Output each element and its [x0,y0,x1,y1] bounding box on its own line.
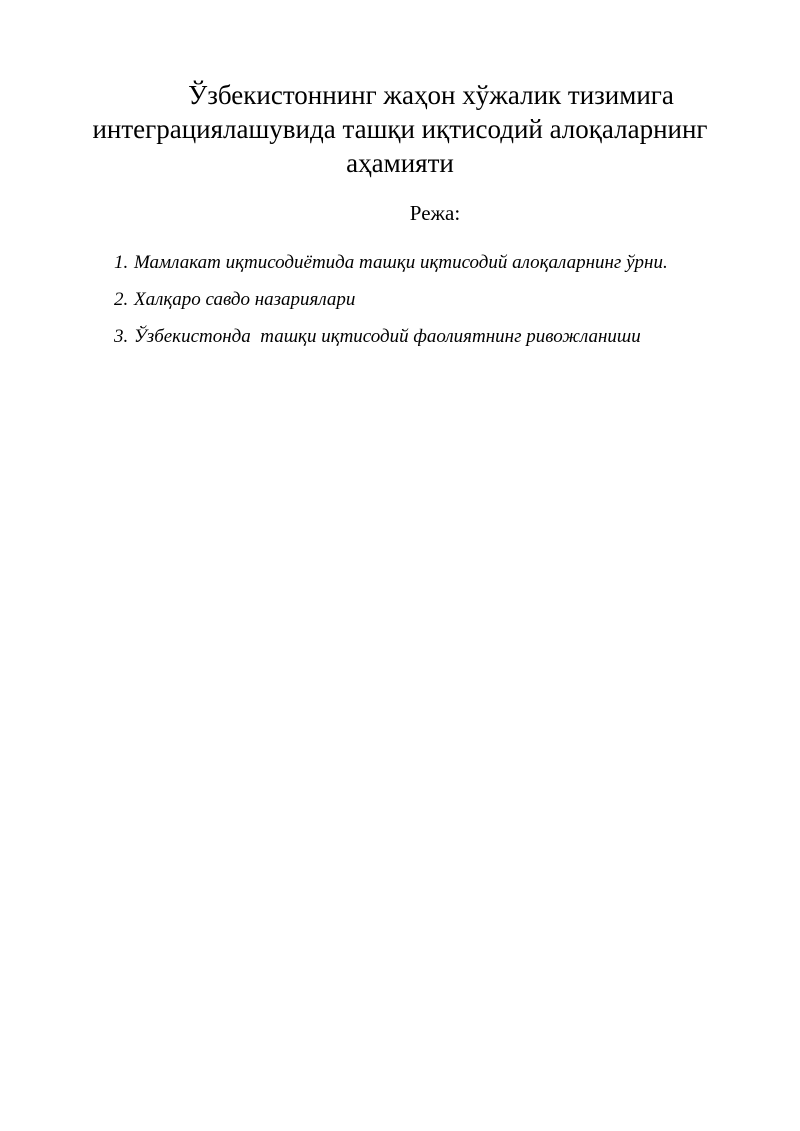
plan-heading: Режа: [409,201,461,225]
title-line-2: интеграциялашувида ташқи иқтисодий алоқаларнинг [92,114,708,144]
plan-item-number: 1. [114,252,129,273]
plan-item-number: 2. [114,289,129,310]
plan-item-3 [114,324,754,361]
plan-list [114,250,754,361]
title-line-1: Ўзбекистоннинг жаҳон хўжалик тизимига [188,80,674,110]
plan-item-text: Мамлакат иқтисодиётида ташқи иқтисодий алоқаларнинг ўрни. [134,252,668,273]
title-line-3: аҳамияти [346,148,454,178]
document-title [60,78,740,180]
plan-item-1 [114,250,754,287]
plan-item-text: Халқаро савдо назариялари [134,289,356,310]
plan-item-2 [114,287,754,324]
plan-item-text: Ўзбекистонда ташқи иқтисодий фаолиятнинг ривожланиши [134,326,641,347]
plan-item-number: 3. [114,326,129,347]
